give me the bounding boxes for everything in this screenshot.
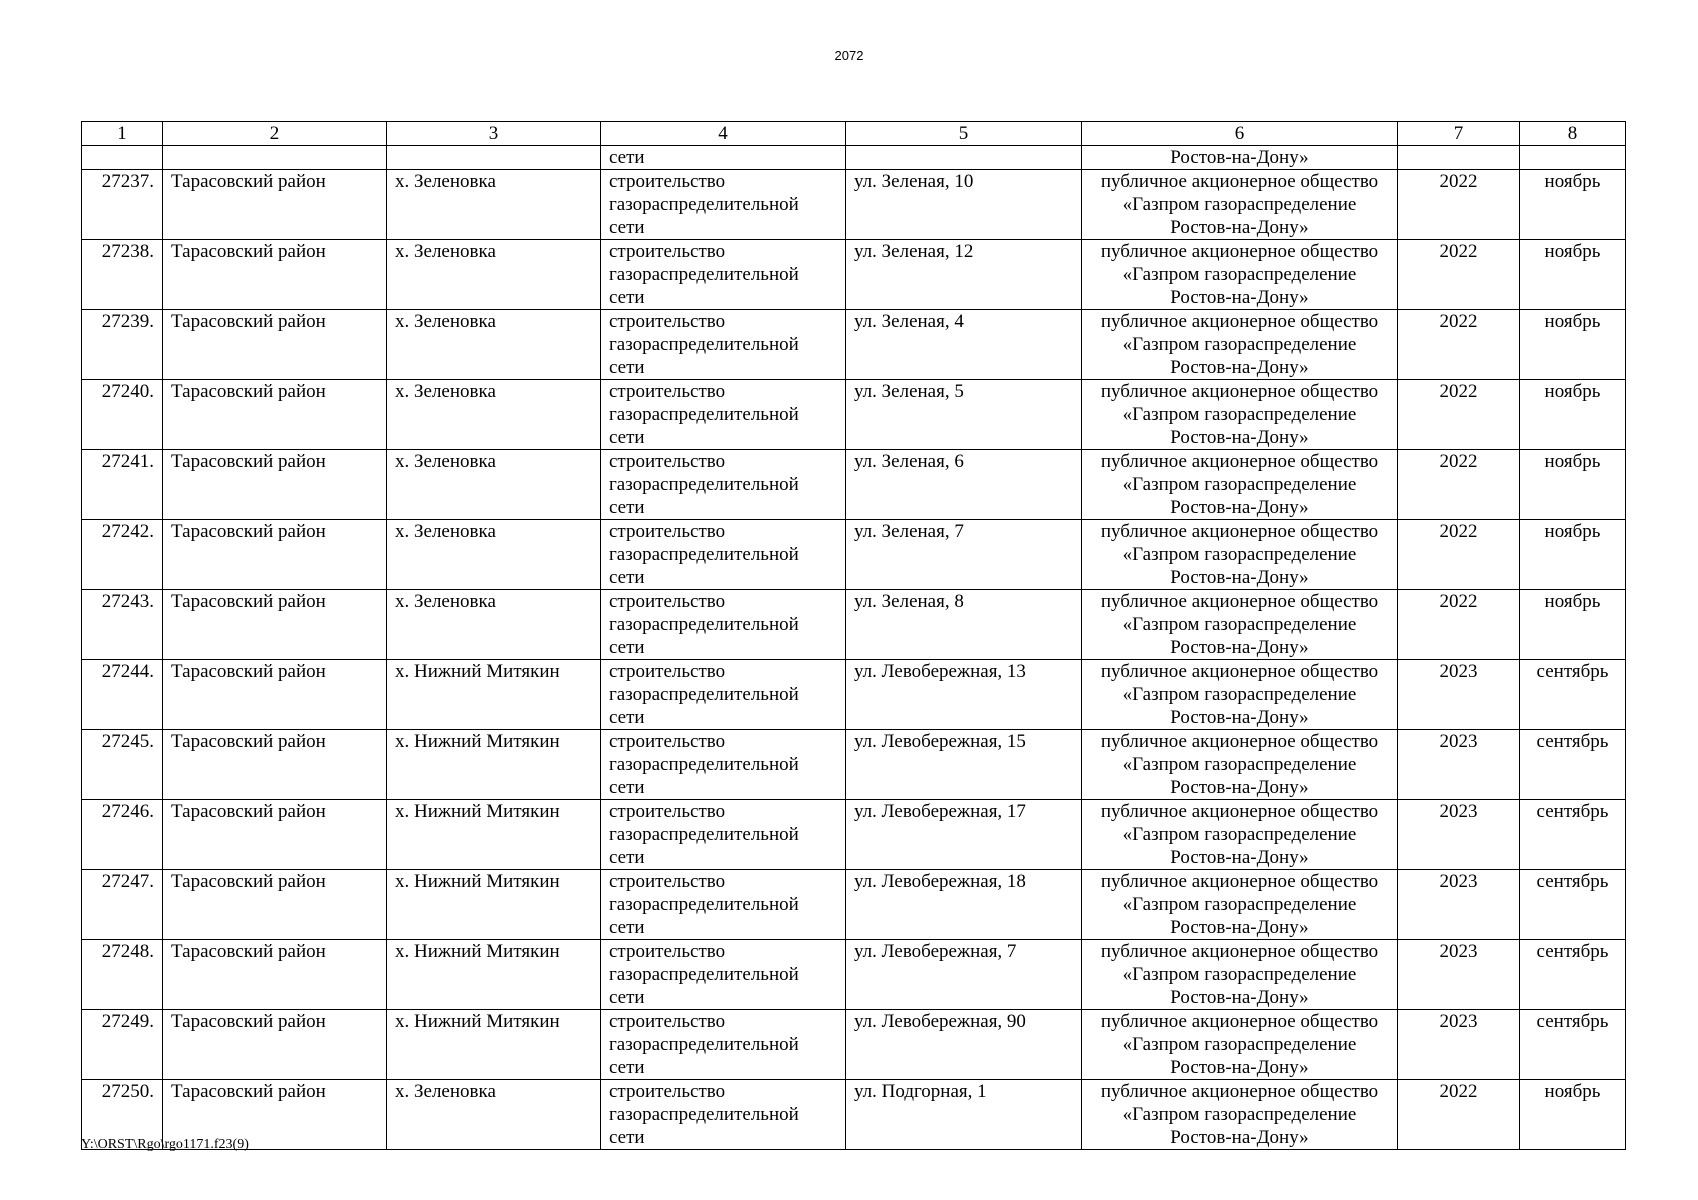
column-header-1: 1	[82, 122, 163, 146]
work-cell	[601, 450, 846, 520]
organization-cell-line: Ростов-на-Дону»	[1170, 287, 1309, 308]
organization-cell-line: публичное акционерное общество	[1100, 451, 1379, 472]
work-cell-line: газораспределительной	[609, 824, 799, 845]
year-cell: 2023	[1398, 660, 1520, 730]
work-cell-line: газораспределительной	[609, 264, 799, 285]
organization-cell-line: «Газпром газораспределение	[1122, 684, 1357, 705]
work-cell	[601, 870, 846, 940]
district-cell: Тарасовский район	[163, 800, 387, 870]
year-cell: 2022	[1398, 590, 1520, 660]
column-header-8: 8	[1520, 122, 1626, 146]
organization-cell-line: публичное акционерное общество	[1100, 171, 1379, 192]
work-cell	[601, 730, 846, 800]
work-cell	[601, 590, 846, 660]
organization-cell-line: Ростов-на-Дону»	[1170, 357, 1309, 378]
work-cell-line: газораспределительной	[609, 894, 799, 915]
work-cell	[601, 170, 846, 240]
work-cell	[601, 240, 846, 310]
month-cell: ноябрь	[1520, 450, 1626, 520]
address-cell: ул. Зеленая, 6	[846, 450, 1082, 520]
organization-cell-line: Ростов-на-Дону»	[1170, 637, 1309, 658]
row-number: 27247.	[82, 870, 163, 940]
address-cell: ул. Левобережная, 17	[846, 800, 1082, 870]
organization-cell-line: «Газпром газораспределение	[1122, 1104, 1357, 1125]
organization-cell-line: публичное акционерное общество	[1100, 591, 1379, 612]
work-cell-line: газораспределительной	[609, 964, 799, 985]
work-cell-line: строительство	[609, 731, 726, 752]
row-number: 27242.	[82, 520, 163, 590]
address-cell: ул. Зеленая, 5	[846, 380, 1082, 450]
table-row	[82, 940, 1626, 1010]
work-cell-line: строительство	[609, 801, 726, 822]
work-cell-line: сети	[609, 777, 645, 798]
organization-cell-line: Ростов-на-Дону»	[1170, 917, 1309, 938]
work-cell-line: строительство	[609, 241, 726, 262]
work-cell-line: газораспределительной	[609, 1034, 799, 1055]
organization-cell	[1082, 590, 1398, 660]
work-cell-line: строительство	[609, 521, 726, 542]
organization-cell	[1082, 450, 1398, 520]
work-cell	[601, 310, 846, 380]
organization-cell-line: Ростов-на-Дону»	[1170, 1057, 1309, 1078]
row-number: 27243.	[82, 590, 163, 660]
work-cell-line: газораспределительной	[609, 754, 799, 775]
organization-cell-line: Ростов-на-Дону»	[1170, 987, 1309, 1008]
continuation-cell-1	[82, 146, 163, 170]
district-cell: Тарасовский район	[163, 450, 387, 520]
work-cell-line: строительство	[609, 1011, 726, 1032]
year-cell: 2023	[1398, 1010, 1520, 1080]
address-cell: ул. Левобережная, 90	[846, 1010, 1082, 1080]
organization-cell-line: Ростов-на-Дону»	[1170, 497, 1309, 518]
continuation-cell-8	[1520, 146, 1626, 170]
settlement-cell: х. Нижний Митякин	[387, 1010, 601, 1080]
column-header-5: 5	[846, 122, 1082, 146]
address-cell: ул. Зеленая, 12	[846, 240, 1082, 310]
work-cell-line: сети	[609, 987, 645, 1008]
organization-cell-line: «Газпром газораспределение	[1122, 194, 1357, 215]
organization-cell	[1082, 520, 1398, 590]
data-table	[81, 121, 1626, 1150]
district-cell: Тарасовский район	[163, 1080, 387, 1150]
district-cell: Тарасовский район	[163, 310, 387, 380]
work-cell	[601, 1010, 846, 1080]
organization-cell-line: публичное акционерное общество	[1100, 1011, 1379, 1032]
continuation-cell-5	[846, 146, 1082, 170]
district-cell: Тарасовский район	[163, 590, 387, 660]
work-cell-line: газораспределительной	[609, 614, 799, 635]
row-number: 27249.	[82, 1010, 163, 1080]
organization-cell-line: Ростов-на-Дону»	[1170, 427, 1309, 448]
work-cell-line: строительство	[609, 591, 726, 612]
column-header-7: 7	[1398, 122, 1520, 146]
continuation-cell-3	[387, 146, 601, 170]
settlement-cell: х. Зеленовка	[387, 450, 601, 520]
address-cell: ул. Левобережная, 7	[846, 940, 1082, 1010]
address-cell: ул. Зеленая, 7	[846, 520, 1082, 590]
month-cell: сентябрь	[1520, 1010, 1626, 1080]
table-row	[82, 450, 1626, 520]
work-cell-line: газораспределительной	[609, 404, 799, 425]
district-cell: Тарасовский район	[163, 870, 387, 940]
continuation-row	[82, 146, 1626, 170]
settlement-cell: х. Нижний Митякин	[387, 730, 601, 800]
settlement-cell: х. Нижний Митякин	[387, 660, 601, 730]
table-row	[82, 870, 1626, 940]
row-number: 27240.	[82, 380, 163, 450]
row-number: 27237.	[82, 170, 163, 240]
table-row	[82, 1080, 1626, 1150]
organization-cell-line: Ростов-на-Дону»	[1170, 217, 1309, 238]
organization-cell-line: публичное акционерное общество	[1100, 311, 1379, 332]
organization-cell-line: публичное акционерное общество	[1100, 1081, 1379, 1102]
work-cell-line: газораспределительной	[609, 1104, 799, 1125]
work-cell-line: сети	[609, 637, 645, 658]
organization-cell	[1082, 940, 1398, 1010]
settlement-cell: х. Зеленовка	[387, 240, 601, 310]
month-cell: ноябрь	[1520, 520, 1626, 590]
work-cell-line: газораспределительной	[609, 194, 799, 215]
organization-cell	[1082, 1080, 1398, 1150]
row-number: 27241.	[82, 450, 163, 520]
organization-cell	[1082, 1010, 1398, 1080]
year-cell: 2023	[1398, 800, 1520, 870]
district-cell: Тарасовский район	[163, 940, 387, 1010]
year-cell: 2022	[1398, 450, 1520, 520]
work-cell-line: сети	[609, 847, 645, 868]
work-cell-line: строительство	[609, 311, 726, 332]
organization-cell-line: Ростов-на-Дону»	[1170, 567, 1309, 588]
page-number: 2072	[834, 48, 864, 63]
work-cell-line: сети	[609, 357, 645, 378]
continuation-cell-2	[163, 146, 387, 170]
district-cell: Тарасовский район	[163, 170, 387, 240]
organization-cell-line: публичное акционерное общество	[1100, 731, 1379, 752]
organization-cell	[1082, 310, 1398, 380]
organization-cell-line: «Газпром газораспределение	[1122, 404, 1357, 425]
organization-cell-line: публичное акционерное общество	[1100, 241, 1379, 262]
organization-cell	[1082, 380, 1398, 450]
table-row	[82, 380, 1626, 450]
work-cell-line: сети	[609, 707, 645, 728]
organization-cell-line: «Газпром газораспределение	[1122, 964, 1357, 985]
organization-cell-line: «Газпром газораспределение	[1122, 544, 1357, 565]
district-cell: Тарасовский район	[163, 730, 387, 800]
month-cell: ноябрь	[1520, 240, 1626, 310]
organization-cell-line: «Газпром газораспределение	[1122, 264, 1357, 285]
address-cell: ул. Зеленая, 8	[846, 590, 1082, 660]
column-header-4: 4	[601, 122, 846, 146]
organization-cell-line: Ростов-на-Дону»	[1170, 777, 1309, 798]
row-number: 27250.	[82, 1080, 163, 1150]
table-row	[82, 800, 1626, 870]
table-row	[82, 1010, 1626, 1080]
organization-cell-line: «Газпром газораспределение	[1122, 614, 1357, 635]
year-cell: 2023	[1398, 940, 1520, 1010]
organization-cell-line: «Газпром газораспределение	[1122, 334, 1357, 355]
work-cell-line: строительство	[609, 941, 726, 962]
settlement-cell: х. Зеленовка	[387, 170, 601, 240]
work-cell-line: сети	[609, 567, 645, 588]
work-cell-line: газораспределительной	[609, 474, 799, 495]
year-cell: 2023	[1398, 730, 1520, 800]
year-cell: 2022	[1398, 310, 1520, 380]
settlement-cell: х. Зеленовка	[387, 310, 601, 380]
row-number: 27238.	[82, 240, 163, 310]
work-cell-line: сети	[609, 217, 645, 238]
month-cell: ноябрь	[1520, 380, 1626, 450]
settlement-cell: х. Нижний Митякин	[387, 940, 601, 1010]
table-row	[82, 310, 1626, 380]
work-cell-line: строительство	[609, 1081, 726, 1102]
continuation-work: сети	[601, 146, 846, 170]
work-cell-line: строительство	[609, 451, 726, 472]
work-cell-line: строительство	[609, 871, 726, 892]
organization-cell-line: публичное акционерное общество	[1100, 801, 1379, 822]
work-cell-line: строительство	[609, 171, 726, 192]
work-cell	[601, 660, 846, 730]
year-cell: 2022	[1398, 380, 1520, 450]
work-cell-line: газораспределительной	[609, 544, 799, 565]
work-cell-line: сети	[609, 427, 645, 448]
organization-cell-line: «Газпром газораспределение	[1122, 1034, 1357, 1055]
organization-cell	[1082, 660, 1398, 730]
month-cell: сентябрь	[1520, 660, 1626, 730]
column-header-2: 2	[163, 122, 387, 146]
settlement-cell: х. Зеленовка	[387, 590, 601, 660]
address-cell: ул. Левобережная, 18	[846, 870, 1082, 940]
year-cell: 2022	[1398, 170, 1520, 240]
column-header-3: 3	[387, 122, 601, 146]
work-cell-line: сети	[609, 1127, 645, 1148]
row-number: 27239.	[82, 310, 163, 380]
address-cell: ул. Левобережная, 13	[846, 660, 1082, 730]
organization-cell-line: публичное акционерное общество	[1100, 871, 1379, 892]
work-cell	[601, 1080, 846, 1150]
row-number: 27245.	[82, 730, 163, 800]
district-cell: Тарасовский район	[163, 520, 387, 590]
table-row	[82, 240, 1626, 310]
month-cell: ноябрь	[1520, 310, 1626, 380]
organization-cell	[1082, 240, 1398, 310]
work-cell-line: сети	[609, 497, 645, 518]
organization-cell-line: «Газпром газораспределение	[1122, 824, 1357, 845]
year-cell: 2022	[1398, 520, 1520, 590]
organization-cell-line: публичное акционерное общество	[1100, 381, 1379, 402]
column-header-6: 6	[1082, 122, 1398, 146]
year-cell: 2022	[1398, 240, 1520, 310]
district-cell: Тарасовский район	[163, 660, 387, 730]
district-cell: Тарасовский район	[163, 1010, 387, 1080]
month-cell: ноябрь	[1520, 590, 1626, 660]
work-cell	[601, 520, 846, 590]
table-row	[82, 660, 1626, 730]
organization-cell-line: Ростов-на-Дону»	[1170, 707, 1309, 728]
month-cell: ноябрь	[1520, 170, 1626, 240]
table-row	[82, 730, 1626, 800]
work-cell-line: сети	[609, 917, 645, 938]
organization-cell	[1082, 730, 1398, 800]
settlement-cell: х. Зеленовка	[387, 380, 601, 450]
organization-cell	[1082, 170, 1398, 240]
district-cell: Тарасовский район	[163, 240, 387, 310]
month-cell: сентябрь	[1520, 870, 1626, 940]
organization-cell-line: публичное акционерное общество	[1100, 521, 1379, 542]
work-cell-line: строительство	[609, 381, 726, 402]
organization-cell	[1082, 870, 1398, 940]
organization-cell-line: «Газпром газораспределение	[1122, 894, 1357, 915]
year-cell: 2023	[1398, 870, 1520, 940]
month-cell: сентябрь	[1520, 800, 1626, 870]
month-cell: сентябрь	[1520, 940, 1626, 1010]
year-cell: 2022	[1398, 1080, 1520, 1150]
organization-cell-line: публичное акционерное общество	[1100, 661, 1379, 682]
row-number: 27248.	[82, 940, 163, 1010]
organization-cell-line: «Газпром газораспределение	[1122, 474, 1357, 495]
district-cell: Тарасовский район	[163, 380, 387, 450]
settlement-cell: х. Нижний Митякин	[387, 870, 601, 940]
address-cell: ул. Зеленая, 10	[846, 170, 1082, 240]
organization-cell-line: «Газпром газораспределение	[1122, 754, 1357, 775]
row-number: 27246.	[82, 800, 163, 870]
month-cell: ноябрь	[1520, 1080, 1626, 1150]
address-cell: ул. Левобережная, 15	[846, 730, 1082, 800]
work-cell-line: газораспределительной	[609, 684, 799, 705]
work-cell-line: сети	[609, 1057, 645, 1078]
work-cell-line: газораспределительной	[609, 334, 799, 355]
work-cell	[601, 800, 846, 870]
row-number: 27244.	[82, 660, 163, 730]
work-cell-line: строительство	[609, 661, 726, 682]
header-row	[82, 122, 1626, 146]
table-row	[82, 520, 1626, 590]
settlement-cell: х. Зеленовка	[387, 1080, 601, 1150]
table-row	[82, 590, 1626, 660]
organization-cell	[1082, 800, 1398, 870]
work-cell	[601, 380, 846, 450]
footer-file-path: Y:\ORST\Rgo\rgo1171.f23(9)	[81, 1137, 249, 1152]
address-cell: ул. Зеленая, 4	[846, 310, 1082, 380]
work-cell	[601, 940, 846, 1010]
organization-cell-line: Ростов-на-Дону»	[1170, 1127, 1309, 1148]
work-cell-line: сети	[609, 287, 645, 308]
month-cell: сентябрь	[1520, 730, 1626, 800]
organization-cell-line: публичное акционерное общество	[1100, 941, 1379, 962]
settlement-cell: х. Зеленовка	[387, 520, 601, 590]
continuation-cell-7	[1398, 146, 1520, 170]
table-row	[82, 170, 1626, 240]
organization-cell-line: Ростов-на-Дону»	[1170, 847, 1309, 868]
settlement-cell: х. Нижний Митякин	[387, 800, 601, 870]
continuation-org: Ростов-на-Дону»	[1082, 146, 1398, 170]
address-cell: ул. Подгорная, 1	[846, 1080, 1082, 1150]
